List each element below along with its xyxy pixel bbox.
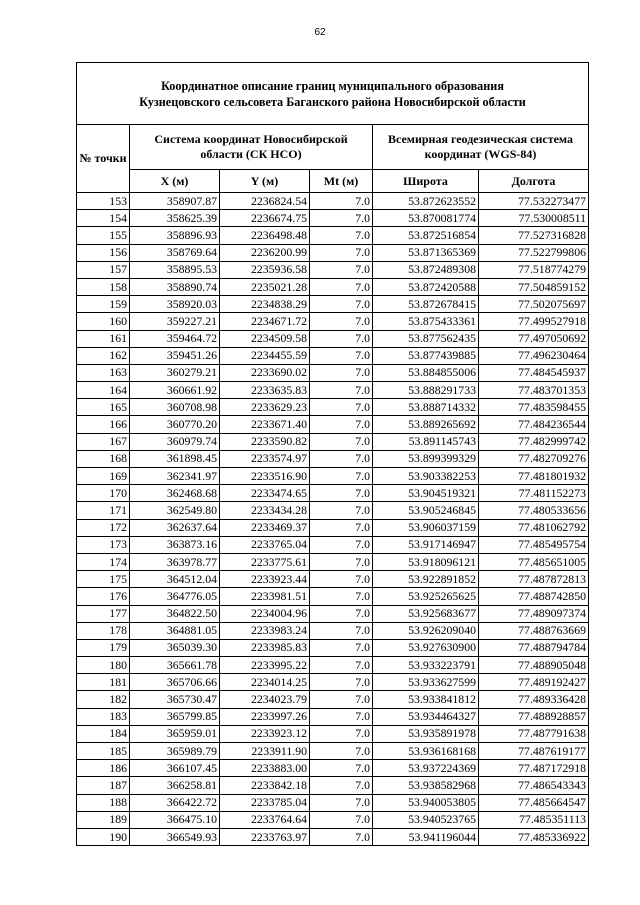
cell-mt: 7.0: [310, 760, 373, 777]
cell-latitude: 53.934464327: [373, 708, 479, 725]
table-row: [77, 553, 589, 570]
cell-y: 2233574.97: [220, 450, 310, 467]
cell-point-number: 166: [77, 416, 130, 433]
cell-latitude: 53.877439885: [373, 347, 479, 364]
cell-latitude: 53.936168168: [373, 743, 479, 760]
cell-point-number: 171: [77, 502, 130, 519]
table-title: [77, 63, 589, 125]
cell-x: 366549.93: [130, 828, 220, 845]
cell-mt: 7.0: [310, 622, 373, 639]
cell-x: 359464.72: [130, 330, 220, 347]
table-row: [77, 794, 589, 811]
cell-point-number: 163: [77, 364, 130, 381]
cell-x: 360770.20: [130, 416, 220, 433]
table-row: [77, 278, 589, 295]
cell-mt: 7.0: [310, 605, 373, 622]
cell-longitude: 77.481801932: [479, 468, 589, 485]
cell-x: 364776.05: [130, 588, 220, 605]
cell-longitude: 77.481062792: [479, 519, 589, 536]
cell-longitude: 77.487619177: [479, 743, 589, 760]
table-row: [77, 416, 589, 433]
coordinates-table: [76, 62, 589, 846]
cell-y: 2233785.04: [220, 794, 310, 811]
header-x: X (м): [130, 170, 220, 193]
cell-x: 365706.66: [130, 674, 220, 691]
cell-point-number: 189: [77, 811, 130, 828]
header-local-system: Система координат Новосибирской области (СК НСО): [130, 125, 373, 170]
cell-mt: 7.0: [310, 536, 373, 553]
table-row: [77, 227, 589, 244]
cell-point-number: 170: [77, 485, 130, 502]
cell-latitude: 53.889265692: [373, 416, 479, 433]
cell-latitude: 53.899399329: [373, 450, 479, 467]
cell-y: 2233469.37: [220, 519, 310, 536]
cell-longitude: 77.487872813: [479, 571, 589, 588]
cell-point-number: 176: [77, 588, 130, 605]
table-row: [77, 433, 589, 450]
cell-longitude: 77.481152273: [479, 485, 589, 502]
cell-mt: 7.0: [310, 571, 373, 588]
cell-mt: 7.0: [310, 811, 373, 828]
cell-longitude: 77.499527918: [479, 313, 589, 330]
cell-longitude: 77.527316828: [479, 227, 589, 244]
cell-x: 365661.78: [130, 657, 220, 674]
cell-y: 2234509.58: [220, 330, 310, 347]
cell-longitude: 77.482999742: [479, 433, 589, 450]
cell-y: 2233629.23: [220, 399, 310, 416]
cell-x: 360979.74: [130, 433, 220, 450]
cell-mt: 7.0: [310, 777, 373, 794]
cell-latitude: 53.871365369: [373, 244, 479, 261]
cell-point-number: 153: [77, 193, 130, 210]
table-body: [77, 193, 589, 846]
cell-longitude: 77.485351113: [479, 811, 589, 828]
cell-point-number: 184: [77, 725, 130, 742]
cell-mt: 7.0: [310, 433, 373, 450]
cell-mt: 7.0: [310, 794, 373, 811]
cell-mt: 7.0: [310, 210, 373, 227]
cell-mt: 7.0: [310, 708, 373, 725]
table-row: [77, 657, 589, 674]
cell-mt: 7.0: [310, 347, 373, 364]
cell-longitude: 77.488763669: [479, 622, 589, 639]
cell-point-number: 156: [77, 244, 130, 261]
cell-mt: 7.0: [310, 485, 373, 502]
cell-latitude: 53.904519321: [373, 485, 479, 502]
cell-longitude: 77.497050692: [479, 330, 589, 347]
cell-mt: 7.0: [310, 450, 373, 467]
cell-y: 2234671.72: [220, 313, 310, 330]
table-row: [77, 811, 589, 828]
cell-y: 2233911.90: [220, 743, 310, 760]
cell-point-number: 172: [77, 519, 130, 536]
header-point-number: № точки: [77, 125, 130, 193]
cell-point-number: 180: [77, 657, 130, 674]
cell-longitude: 77.489097374: [479, 605, 589, 622]
table-row: [77, 760, 589, 777]
cell-mt: 7.0: [310, 828, 373, 845]
header-y: Y (м): [220, 170, 310, 193]
cell-longitude: 77.496230464: [479, 347, 589, 364]
cell-latitude: 53.933627599: [373, 674, 479, 691]
cell-y: 2233763.97: [220, 828, 310, 845]
cell-x: 365799.85: [130, 708, 220, 725]
cell-x: 363873.16: [130, 536, 220, 553]
table-row: [77, 330, 589, 347]
cell-latitude: 53.884855006: [373, 364, 479, 381]
cell-latitude: 53.903382253: [373, 468, 479, 485]
cell-mt: 7.0: [310, 399, 373, 416]
cell-longitude: 77.483701353: [479, 382, 589, 399]
cell-point-number: 155: [77, 227, 130, 244]
cell-longitude: 77.480533656: [479, 502, 589, 519]
cell-longitude: 77.484236544: [479, 416, 589, 433]
cell-longitude: 77.502075697: [479, 296, 589, 313]
cell-y: 2236674.75: [220, 210, 310, 227]
cell-latitude: 53.906037159: [373, 519, 479, 536]
cell-longitude: 77.504859152: [479, 278, 589, 295]
cell-latitude: 53.870081774: [373, 210, 479, 227]
header-wgs-system: Всемирная геодезическая система координат (WGS-84): [373, 125, 589, 170]
cell-point-number: 157: [77, 261, 130, 278]
cell-mt: 7.0: [310, 502, 373, 519]
cell-x: 364822.50: [130, 605, 220, 622]
cell-latitude: 53.872623552: [373, 193, 479, 210]
cell-y: 2233983.24: [220, 622, 310, 639]
table-row: [77, 485, 589, 502]
cell-y: 2233997.26: [220, 708, 310, 725]
cell-latitude: 53.877562435: [373, 330, 479, 347]
cell-x: 359227.21: [130, 313, 220, 330]
header-mt: Mt (м): [310, 170, 373, 193]
cell-longitude: 77.484545937: [479, 364, 589, 381]
table-row: [77, 743, 589, 760]
table-row: [77, 468, 589, 485]
cell-latitude: 53.940053805: [373, 794, 479, 811]
cell-point-number: 175: [77, 571, 130, 588]
table-row: [77, 450, 589, 467]
cell-x: 365039.30: [130, 639, 220, 656]
cell-longitude: 77.483598455: [479, 399, 589, 416]
cell-latitude: 53.872420588: [373, 278, 479, 295]
cell-mt: 7.0: [310, 553, 373, 570]
cell-mt: 7.0: [310, 743, 373, 760]
cell-y: 2233985.83: [220, 639, 310, 656]
cell-x: 358907.87: [130, 193, 220, 210]
table-row: [77, 193, 589, 210]
cell-y: 2233981.51: [220, 588, 310, 605]
cell-x: 359451.26: [130, 347, 220, 364]
title-line-1: Координатное описание границ муниципального образования: [161, 78, 504, 93]
cell-latitude: 53.937224369: [373, 760, 479, 777]
cell-point-number: 174: [77, 553, 130, 570]
table-row: [77, 622, 589, 639]
cell-latitude: 53.888714332: [373, 399, 479, 416]
header-longitude: Долгота: [479, 170, 589, 193]
title-line-2: Кузнецовского сельсовета Баганского района Новосибирской области: [139, 94, 526, 109]
cell-point-number: 178: [77, 622, 130, 639]
cell-mt: 7.0: [310, 382, 373, 399]
cell-longitude: 77.488742850: [479, 588, 589, 605]
cell-longitude: 77.485664547: [479, 794, 589, 811]
cell-x: 358625.39: [130, 210, 220, 227]
cell-x: 366258.81: [130, 777, 220, 794]
cell-point-number: 164: [77, 382, 130, 399]
cell-mt: 7.0: [310, 674, 373, 691]
cell-y: 2233690.02: [220, 364, 310, 381]
page-number: 62: [314, 27, 326, 38]
cell-point-number: 182: [77, 691, 130, 708]
cell-latitude: 53.891145743: [373, 433, 479, 450]
cell-x: 360661.92: [130, 382, 220, 399]
cell-point-number: 187: [77, 777, 130, 794]
cell-point-number: 181: [77, 674, 130, 691]
cell-longitude: 77.488905048: [479, 657, 589, 674]
cell-longitude: 77.489192427: [479, 674, 589, 691]
table-row: [77, 708, 589, 725]
cell-latitude: 53.872516854: [373, 227, 479, 244]
cell-point-number: 168: [77, 450, 130, 467]
cell-y: 2233923.12: [220, 725, 310, 742]
cell-mt: 7.0: [310, 278, 373, 295]
cell-y: 2234004.96: [220, 605, 310, 622]
cell-latitude: 53.925683677: [373, 605, 479, 622]
cell-mt: 7.0: [310, 193, 373, 210]
cell-mt: 7.0: [310, 416, 373, 433]
cell-x: 362468.68: [130, 485, 220, 502]
cell-y: 2236498.48: [220, 227, 310, 244]
cell-point-number: 188: [77, 794, 130, 811]
table-row: [77, 382, 589, 399]
cell-y: 2233842.18: [220, 777, 310, 794]
table-row: [77, 244, 589, 261]
cell-mt: 7.0: [310, 588, 373, 605]
cell-y: 2234455.59: [220, 347, 310, 364]
header-latitude: Широта: [373, 170, 479, 193]
table-row: [77, 828, 589, 845]
cell-mt: 7.0: [310, 691, 373, 708]
cell-longitude: 77.522799806: [479, 244, 589, 261]
cell-mt: 7.0: [310, 330, 373, 347]
cell-x: 366422.72: [130, 794, 220, 811]
cell-mt: 7.0: [310, 364, 373, 381]
cell-y: 2233474.65: [220, 485, 310, 502]
cell-point-number: 190: [77, 828, 130, 845]
cell-point-number: 183: [77, 708, 130, 725]
table-row: [77, 588, 589, 605]
cell-x: 362549.80: [130, 502, 220, 519]
cell-longitude: 77.485495754: [479, 536, 589, 553]
cell-mt: 7.0: [310, 313, 373, 330]
table-row: [77, 296, 589, 313]
cell-x: 366107.45: [130, 760, 220, 777]
cell-point-number: 186: [77, 760, 130, 777]
cell-y: 2234838.29: [220, 296, 310, 313]
cell-latitude: 53.917146947: [373, 536, 479, 553]
cell-longitude: 77.489336428: [479, 691, 589, 708]
table-row: [77, 347, 589, 364]
table-row: [77, 639, 589, 656]
cell-point-number: 179: [77, 639, 130, 656]
cell-y: 2234014.25: [220, 674, 310, 691]
table-row: [77, 399, 589, 416]
cell-x: 358896.93: [130, 227, 220, 244]
cell-point-number: 185: [77, 743, 130, 760]
cell-longitude: 77.530008511: [479, 210, 589, 227]
cell-longitude: 77.488794784: [479, 639, 589, 656]
cell-latitude: 53.938582968: [373, 777, 479, 794]
cell-point-number: 165: [77, 399, 130, 416]
cell-x: 358769.64: [130, 244, 220, 261]
cell-longitude: 77.485336922: [479, 828, 589, 845]
cell-longitude: 77.488928857: [479, 708, 589, 725]
cell-latitude: 53.918096121: [373, 553, 479, 570]
table-row: [77, 210, 589, 227]
cell-longitude: 77.487791638: [479, 725, 589, 742]
cell-longitude: 77.486543343: [479, 777, 589, 794]
cell-y: 2235936.58: [220, 261, 310, 278]
cell-latitude: 53.925265625: [373, 588, 479, 605]
cell-x: 360279.21: [130, 364, 220, 381]
cell-latitude: 53.940523765: [373, 811, 479, 828]
cell-y: 2233775.61: [220, 553, 310, 570]
table-row: [77, 605, 589, 622]
cell-y: 2236200.99: [220, 244, 310, 261]
cell-latitude: 53.933223791: [373, 657, 479, 674]
cell-point-number: 177: [77, 605, 130, 622]
cell-latitude: 53.922891852: [373, 571, 479, 588]
cell-mt: 7.0: [310, 244, 373, 261]
cell-x: 362341.97: [130, 468, 220, 485]
cell-mt: 7.0: [310, 468, 373, 485]
table-row: [77, 674, 589, 691]
cell-point-number: 158: [77, 278, 130, 295]
cell-longitude: 77.532273477: [479, 193, 589, 210]
cell-y: 2233671.40: [220, 416, 310, 433]
cell-latitude: 53.927630900: [373, 639, 479, 656]
cell-latitude: 53.888291733: [373, 382, 479, 399]
table-row: [77, 502, 589, 519]
cell-longitude: 77.518774279: [479, 261, 589, 278]
table-row: [77, 519, 589, 536]
cell-y: 2235021.28: [220, 278, 310, 295]
cell-point-number: 167: [77, 433, 130, 450]
table-row: [77, 725, 589, 742]
cell-latitude: 53.935891978: [373, 725, 479, 742]
table-row: [77, 571, 589, 588]
cell-y: 2233883.00: [220, 760, 310, 777]
cell-latitude: 53.926209040: [373, 622, 479, 639]
cell-y: 2233635.83: [220, 382, 310, 399]
table-row: [77, 364, 589, 381]
cell-mt: 7.0: [310, 519, 373, 536]
cell-point-number: 154: [77, 210, 130, 227]
cell-mt: 7.0: [310, 725, 373, 742]
cell-y: 2234023.79: [220, 691, 310, 708]
cell-x: 361898.45: [130, 450, 220, 467]
cell-mt: 7.0: [310, 261, 373, 278]
cell-y: 2233516.90: [220, 468, 310, 485]
table-row: [77, 313, 589, 330]
cell-y: 2233764.64: [220, 811, 310, 828]
cell-x: 360708.98: [130, 399, 220, 416]
table-row: [77, 536, 589, 553]
cell-x: 364881.05: [130, 622, 220, 639]
cell-y: 2233590.82: [220, 433, 310, 450]
cell-x: 365989.79: [130, 743, 220, 760]
cell-mt: 7.0: [310, 227, 373, 244]
cell-mt: 7.0: [310, 657, 373, 674]
cell-point-number: 162: [77, 347, 130, 364]
cell-y: 2233434.28: [220, 502, 310, 519]
cell-x: 363978.77: [130, 553, 220, 570]
cell-latitude: 53.872678415: [373, 296, 479, 313]
cell-latitude: 53.875433361: [373, 313, 479, 330]
table-row: [77, 777, 589, 794]
cell-point-number: 160: [77, 313, 130, 330]
cell-x: 365730.47: [130, 691, 220, 708]
cell-point-number: 161: [77, 330, 130, 347]
cell-longitude: 77.485651005: [479, 553, 589, 570]
table-row: [77, 691, 589, 708]
cell-latitude: 53.872489308: [373, 261, 479, 278]
cell-x: 365959.01: [130, 725, 220, 742]
cell-latitude: 53.905246845: [373, 502, 479, 519]
cell-x: 366475.10: [130, 811, 220, 828]
cell-point-number: 159: [77, 296, 130, 313]
cell-point-number: 169: [77, 468, 130, 485]
cell-x: 364512.04: [130, 571, 220, 588]
cell-latitude: 53.933841812: [373, 691, 479, 708]
cell-y: 2233923.44: [220, 571, 310, 588]
cell-y: 2236824.54: [220, 193, 310, 210]
cell-mt: 7.0: [310, 296, 373, 313]
cell-point-number: 173: [77, 536, 130, 553]
cell-y: 2233765.04: [220, 536, 310, 553]
cell-x: 358920.03: [130, 296, 220, 313]
cell-y: 2233995.22: [220, 657, 310, 674]
table-row: [77, 261, 589, 278]
cell-longitude: 77.487172918: [479, 760, 589, 777]
cell-x: 358890.74: [130, 278, 220, 295]
cell-mt: 7.0: [310, 639, 373, 656]
cell-x: 358895.53: [130, 261, 220, 278]
cell-latitude: 53.941196044: [373, 828, 479, 845]
cell-x: 362637.64: [130, 519, 220, 536]
cell-longitude: 77.482709276: [479, 450, 589, 467]
